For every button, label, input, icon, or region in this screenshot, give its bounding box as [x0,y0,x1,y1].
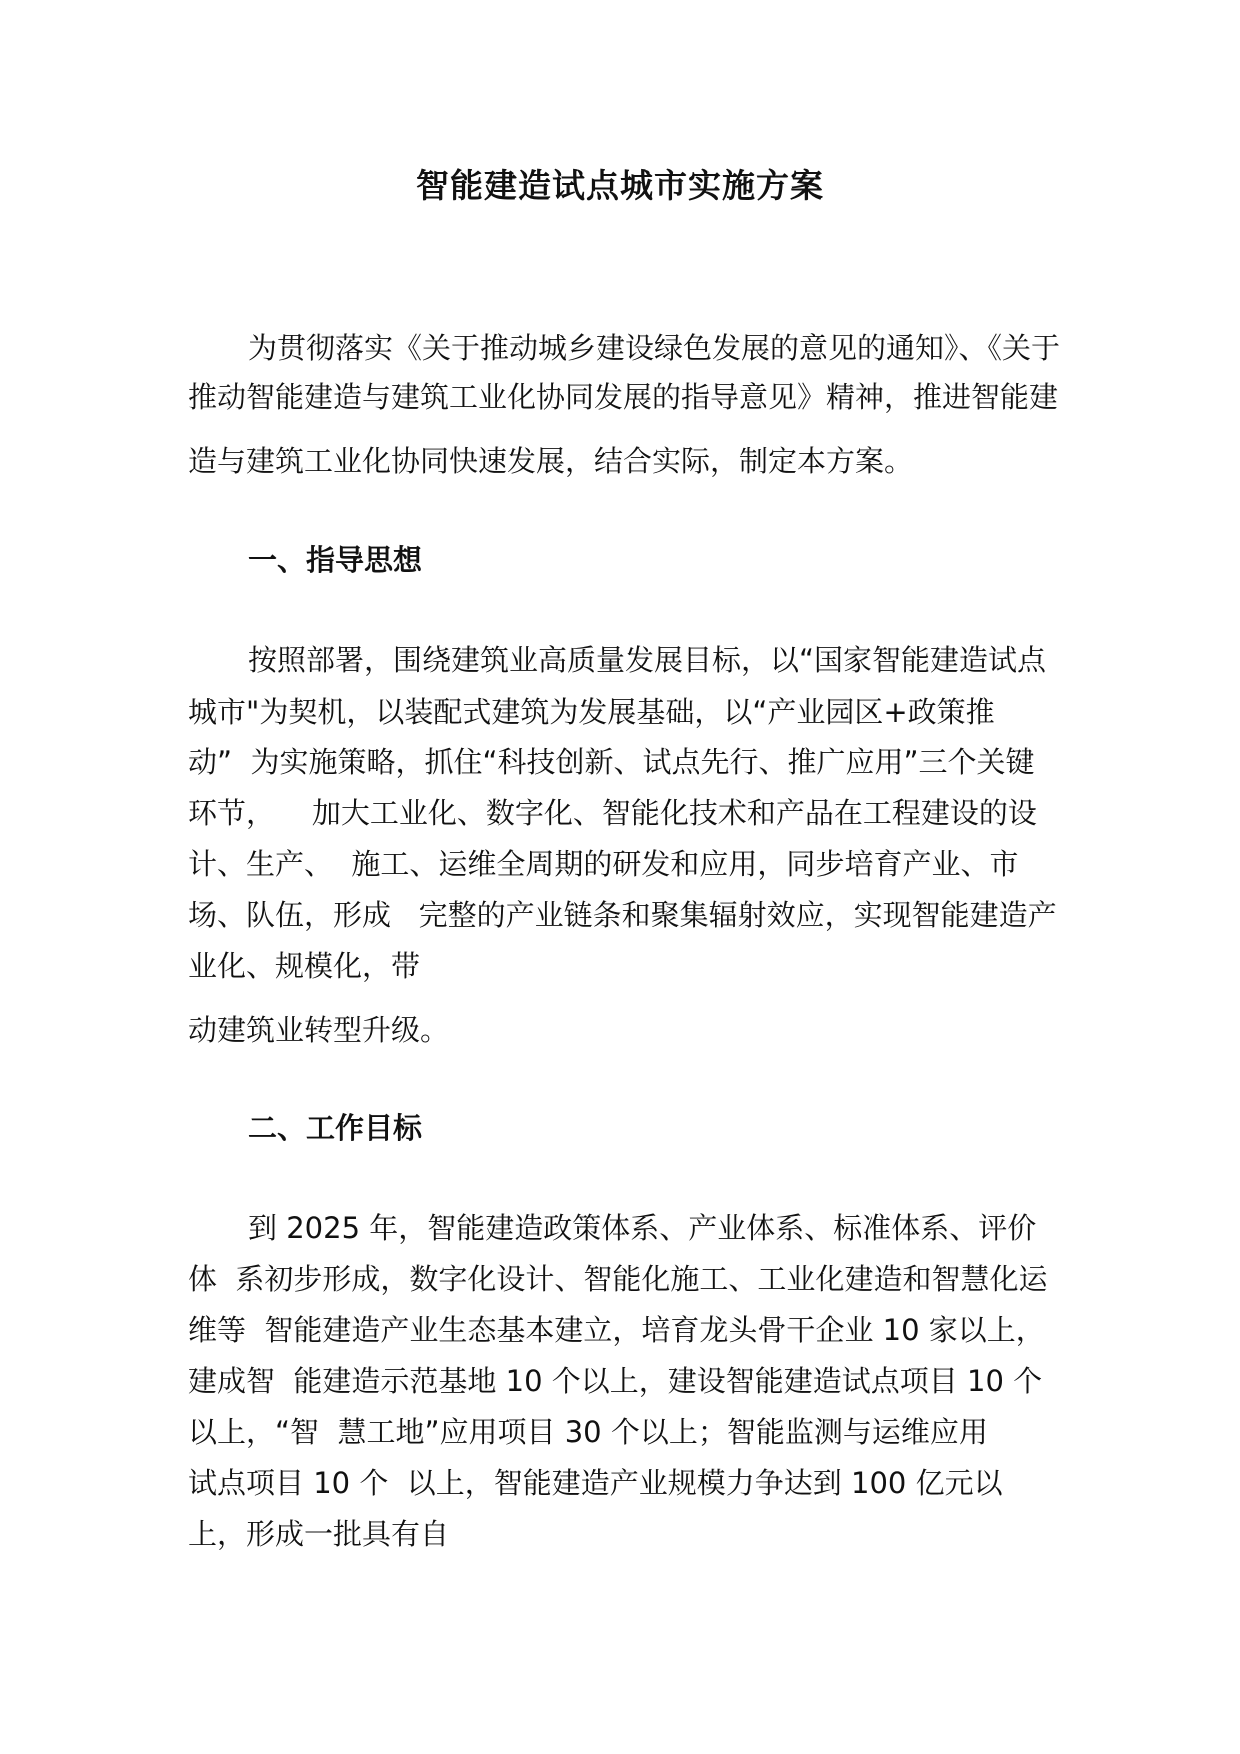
section1-line-2: 城市"为契机，以装配式建筑为发展基础，以“产业园区+政策推 [188,695,995,729]
section1-line-6: 场、队伍，形成 完整的产业链条和聚集辐射效应，实现智能建造产 [188,898,1057,932]
section1-line-8: 动建筑业转型升级。 [188,1013,450,1047]
section1-line-4: 环节， 加大工业化、数字化、智能化技术和产品在工程建设的设 [188,796,1037,830]
intro-line-1: 为贯彻落实《关于推动城乡建设绿色发展的意见的通知》、《关于 [248,331,1061,365]
section2-line-2: 体 系初步形成，数字化设计、智能化施工、工业化建造和智慧化运 [188,1262,1048,1296]
section2-line-3: 维等 智能建造产业生态基本建立，培育龙头骨干企业 10 家以上， [188,1313,1045,1347]
section2-line-6: 试点项目 10 个 以上，智能建造产业规模力争达到 100 亿元以 [188,1466,1003,1500]
section1-line-3: 动” 为实施策略，抓住“科技创新、试点先行、推广应用”三个关键 [188,745,1035,779]
section2-line-1: 到 2025 年，智能建造政策体系、产业体系、标准体系、评价 [248,1211,1037,1245]
section1-line-1: 按照部署，围绕建筑业高质量发展目标，以“国家智能建造试点 [248,643,1047,677]
section2-line-4: 建成智 能建造示范基地 10 个以上，建设智能建造试点项目 10 个 [188,1364,1043,1398]
section2-line-7: 上，形成一批具有自 [188,1517,450,1551]
section1-line-7: 业化、规模化，带 [188,949,421,983]
intro-line-2: 推动智能建造与建筑工业化协同发展的指导意见》精神，推进智能建 [188,380,1059,414]
section2-line-5: 以上，“智 慧工地”应用项目 30 个以上；智能监测与运维应用 [188,1415,988,1449]
section2-heading: 二、工作目标 [248,1111,423,1145]
section1-heading: 一、指导思想 [248,543,423,577]
document-title: 智能建造试点城市实施方案 [416,166,824,205]
section1-line-5: 计、生产、 施工、运维全周期的研发和应用，同步培育产业、市 [188,847,1019,881]
intro-line-3: 造与建筑工业化协同快速发展，结合实际，制定本方案。 [188,444,914,478]
